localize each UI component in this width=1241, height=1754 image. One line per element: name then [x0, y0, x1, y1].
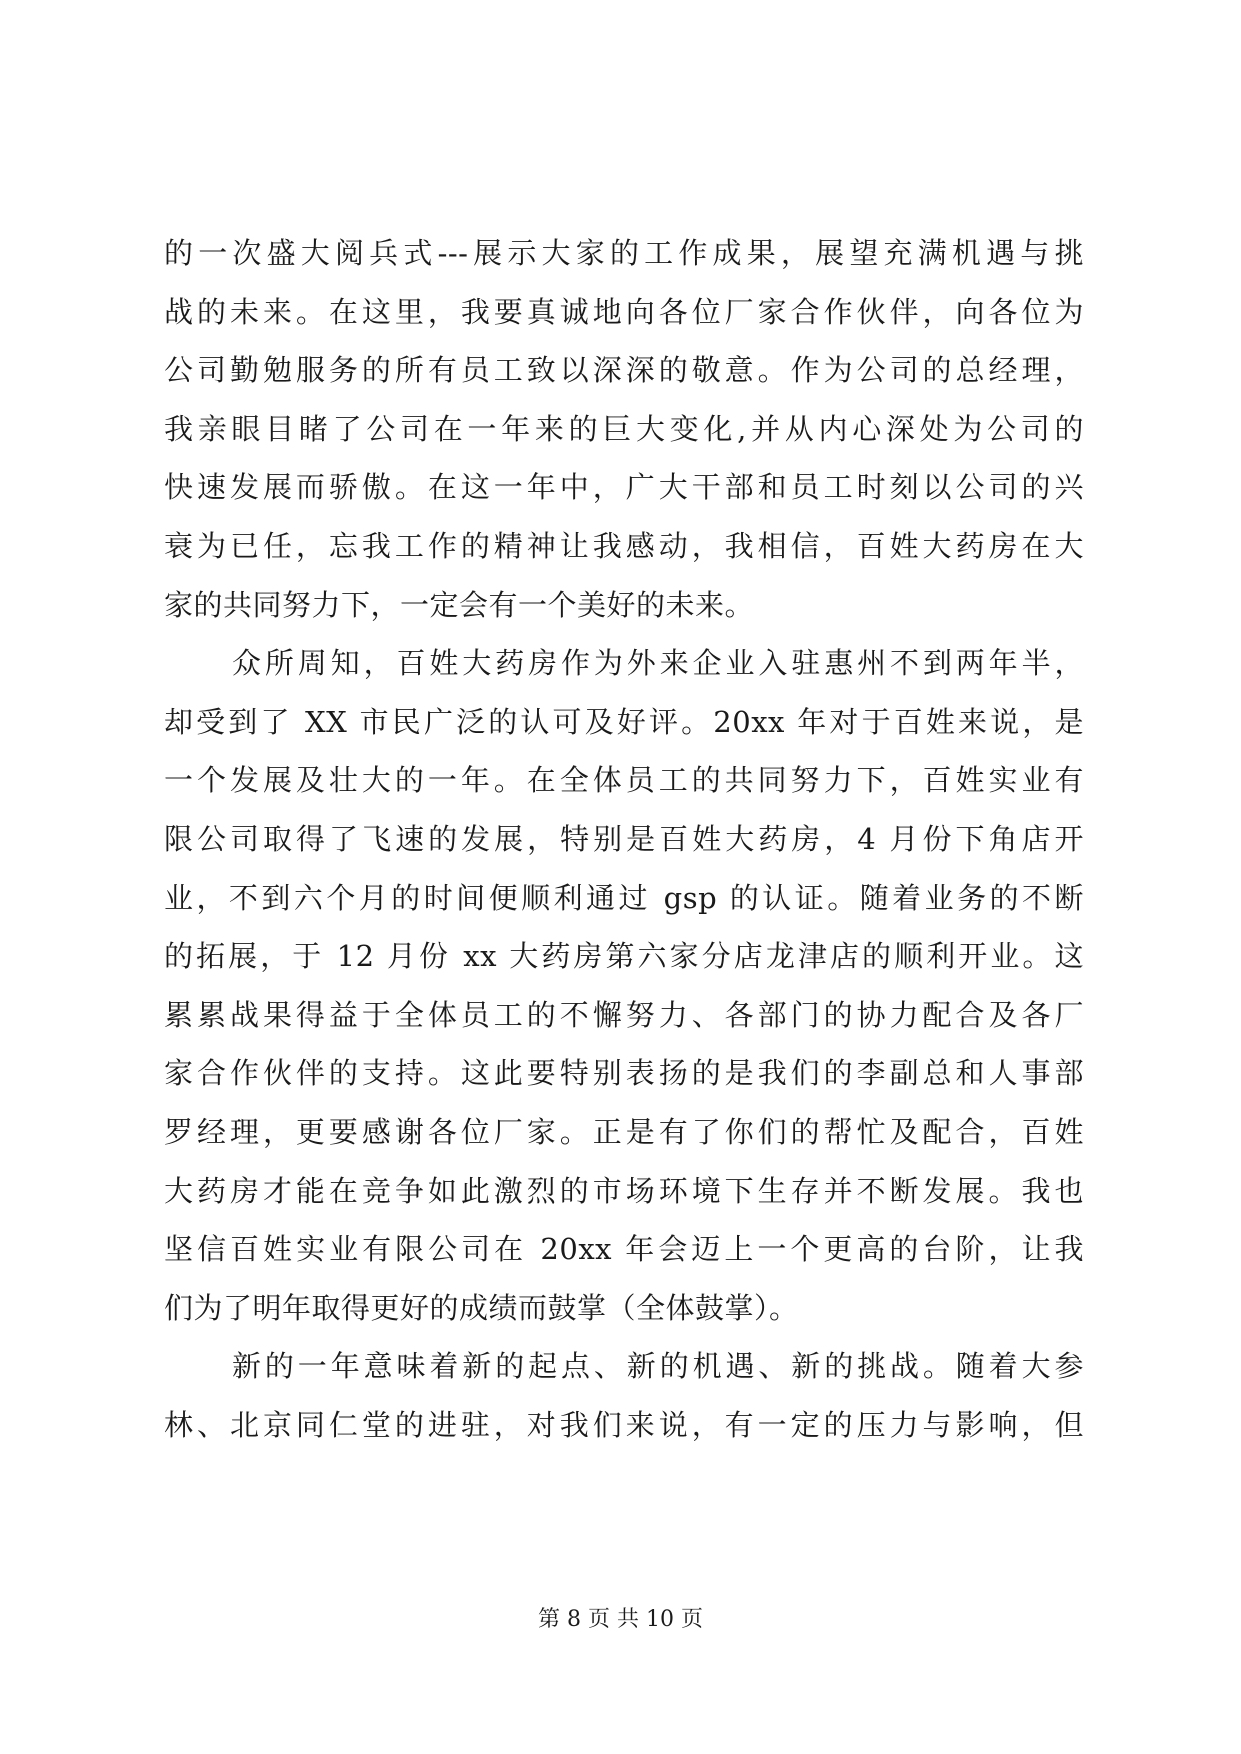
paragraph-2 [164, 634, 1084, 1337]
text-line: 家的共同努力下，一定会有一个美好的未来。 [164, 587, 755, 622]
text-line: 快速发展而骄傲。在这一年中，广大干部和员工时刻以公司的兴 [164, 470, 1084, 505]
text-line: 累累战果得益于全体员工的不懈努力、各部门的协力配合及各厂 [164, 997, 1084, 1032]
text-line: 众所周知，百姓大药房作为外来企业入驻惠州不到两年半， [232, 646, 1084, 681]
text-line: 们为了明年取得更好的成绩而鼓掌（全体鼓掌）。 [164, 1290, 799, 1325]
text-line: 新的一年意味着新的起点、新的机遇、新的挑战。随着大参 [232, 1349, 1084, 1384]
text-line: 一个发展及壮大的一年。在全体员工的共同努力下，百姓实业有 [164, 763, 1084, 798]
paragraph-1 [164, 224, 1084, 634]
text-line: 我亲眼目睹了公司在一年来的巨大变化,并从内心深处为公司的 [164, 411, 1084, 446]
text-line: 限公司取得了飞速的发展，特别是百姓大药房，4 月份下角店开 [164, 821, 1084, 856]
text-line: 公司勤勉服务的所有员工致以深深的敬意。作为公司的总经理， [164, 353, 1084, 388]
text-line: 林、北京同仁堂的进驻，对我们来说，有一定的压力与影响，但 [164, 1407, 1084, 1442]
paragraph-3 [164, 1337, 1084, 1454]
text-line: 大药房才能在竞争如此激烈的市场环境下生存并不断发展。我也 [164, 1173, 1084, 1208]
text-line: 的拓展，于 12 月份 xx 大药房第六家分店龙津店的顺利开业。这 [164, 939, 1084, 974]
page-number-footer: 第 8 页 共 10 页 [538, 1607, 703, 1632]
text-line: 家合作伙伴的支持。这此要特别表扬的是我们的李副总和人事部 [164, 1056, 1084, 1091]
text-line: 战的未来。在这里，我要真诚地向各位厂家合作伙伴，向各位为 [164, 294, 1084, 329]
text-line: 却受到了 XX 市民广泛的认可及好评。20xx 年对于百姓来说，是 [164, 704, 1084, 739]
text-line: 的一次盛大阅兵式---展示大家的工作成果，展望充满机遇与挑 [164, 236, 1084, 270]
document-body [164, 224, 1084, 1454]
text-line: 罗经理，更要感谢各位厂家。正是有了你们的帮忙及配合，百姓 [164, 1114, 1084, 1149]
text-line: 坚信百姓实业有限公司在 20xx 年会迈上一个更高的台阶，让我 [164, 1232, 1084, 1267]
text-line: 衰为已任，忘我工作的精神让我感动，我相信，百姓大药房在大 [164, 528, 1084, 563]
text-line: 业，不到六个月的时间便顺利通过 gsp 的认证。随着业务的不断 [164, 880, 1084, 915]
